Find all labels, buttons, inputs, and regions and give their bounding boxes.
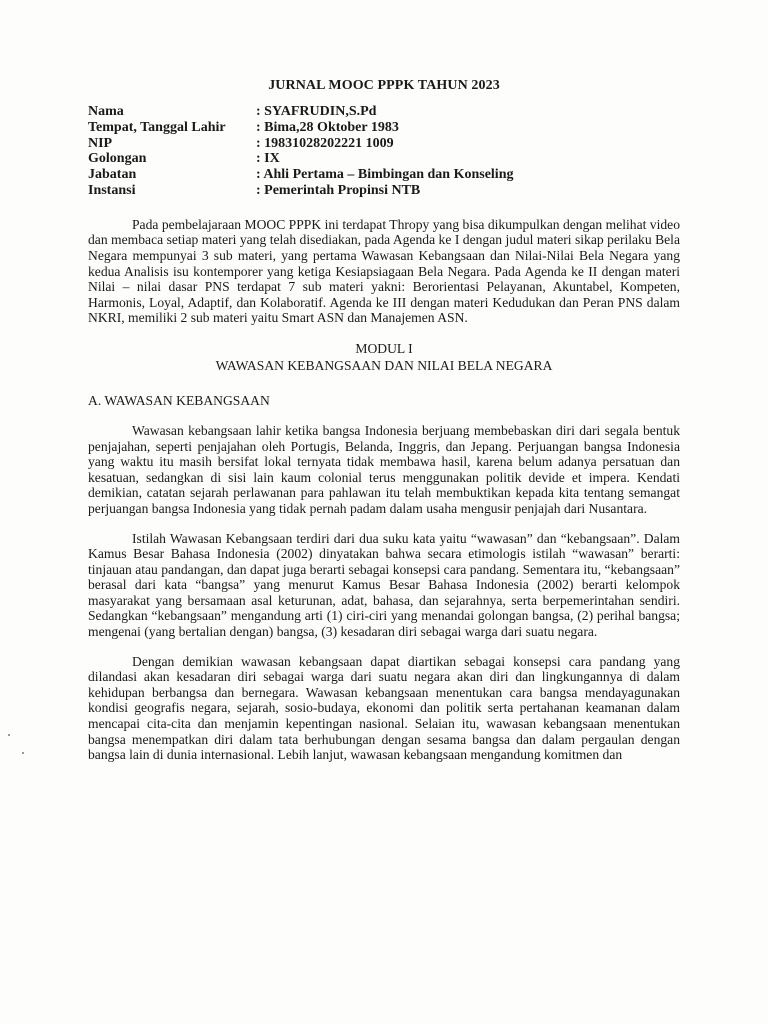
module-heading: MODUL I (355, 340, 413, 356)
identity-label: Instansi (88, 182, 136, 198)
body-paragraph: Wawasan kebangsaan lahir ketika bangsa Indonesia berjuang membebaskan diri dari segala bentuk penjajahan, seperti penjajahan oleh Portugis, Belanda, Inggris, dan Jepang. Perjuangan bangsa Indonesia yang waktu itu masih bersifat lokal ternyata tidak membawa hasil, karena belum adanya persatuan dan kesatuan, sedangkan di sisi lain kaum colonial terus menggunakan politik devide et impera. Kendati demikian, catatan sejarah perlawanan para pahlawan itu telah membuktikan kepada kita tentang semangat perjuangan bangsa Indonesia yang tidak pernah padam dalam usaha mengusir penjajah dari Nusantara. (88, 422, 680, 516)
identity-row (88, 167, 513, 183)
identity-row (88, 151, 513, 167)
scan-speck (22, 752, 24, 754)
identity-label: Nama (88, 104, 124, 119)
identity-table (88, 104, 513, 199)
identity-row (88, 136, 513, 152)
identity-row (88, 120, 513, 136)
identity-row (88, 104, 513, 120)
module-subheading: WAWASAN KEBANGSAAN DAN NILAI BELA NEGARA (215, 357, 553, 373)
section-heading: A. WAWASAN KEBANGSAAN (88, 392, 270, 408)
identity-label: NIP (88, 135, 113, 151)
document-title: JURNAL MOOC PPPK TAHUN 2023 (268, 78, 500, 93)
identity-row (88, 183, 513, 199)
identity-value: : Pemerintah Propinsi NTB (256, 182, 421, 198)
identity-value: : IX (256, 151, 280, 167)
document-body (88, 78, 680, 763)
identity-label: Tempat, Tanggal Lahir (88, 119, 226, 135)
scan-speck (8, 734, 10, 736)
identity-label: Golongan (88, 151, 147, 167)
body-paragraph: Istilah Wawasan Kebangsaan terdiri dari dua suku kata yaitu “wawasan” dan “kebangsaan”. Dalam Kamus Besar Bahasa Indonesia (2002) dinyatakan bahwa secara etimologis istilah “wawasan” berarti: tinjauan atau pandangan, dan dapat juga berarti sebagai konsepsi cara pandang. Sementara itu, “kebangsaan” berasal dari kata “bangsa” yang menurut Kamus Besar Bahasa Indonesia (2002) berarti kelompok masyarakat yang bersamaan asal keturunan, adat, bahasa, dan sejarahnya, serta berpemerintahan sendiri. Sedangkan “kebangsaan” mengandung arti (1) ciri-ciri yang menandai golongan bangsa, (2) perihal bangsa; mengenai (yang bertalian dengan) bangsa, (3) kesadaran diri sebagai warga dari suatu negara. (88, 530, 680, 640)
identity-label: Jabatan (88, 167, 137, 183)
body-paragraph: Dengan demikian wawasan kebangsaan dapat diartikan sebagai konsepsi cara pandang yang dilandasi akan kesadaran diri sebagai warga dari suatu negara akan diri dan lingkungannya di dalam kehidupan berbangsa dan bernegara. Wawasan kebangsaan menentukan cara bangsa mendayagunakan kondisi geografis negara, sejarah, sosio-budaya, ekonomi dan politik serta pertahanan keamanan dalam mencapai cita-cita dan menjamin kepentingan nasional. Selaian itu, wawasan kebangsaan menentukan bangsa menempatkan diri dalam tata berhubungan dengan sesama bangsa dan dalam pergaulan dengan bangsa lain di dunia internasional. Lebih lanjut, wawasan kebangsaan mengandung komitmen dan (88, 653, 680, 763)
identity-value: : 19831028202221 1009 (256, 135, 394, 151)
identity-value: : SYAFRUDIN,S.Pd (256, 104, 377, 119)
intro-paragraph: Pada pembelajaraan MOOC PPPK ini terdapat Thropy yang bisa dikumpulkan dengan melihat video dan membaca setiap materi yang telah disediakan, pada Agenda ke I dengan judul materi sikap perilaku Bela Negara mempunyai 3 sub materi, yang pertama Wawasan Kebangsaan dan Nilai-Nilai Bela Negara yang kedua Analisis isu kontemporer yang ketiga Kesiapsiagaan Bela Negara. Pada Agenda ke II dengan materi Nilai – nilai dasar PNS terdapat 7 sub materi yakni: Berorientasi Pelayanan, Akuntabel, Kompeten, Harmonis, Loyal, Adaptif, dan Kolaboratif. Agenda ke III dengan materi Kedudukan dan Peran PNS dalam NKRI, memiliki 2 sub materi yaitu Smart ASN dan Manajemen ASN. (88, 216, 680, 326)
module-heading-block (88, 340, 680, 374)
identity-value: : Bima,28 Oktober 1983 (256, 119, 399, 135)
identity-value: : Ahli Pertama – Bimbingan dan Konseling (256, 167, 514, 183)
